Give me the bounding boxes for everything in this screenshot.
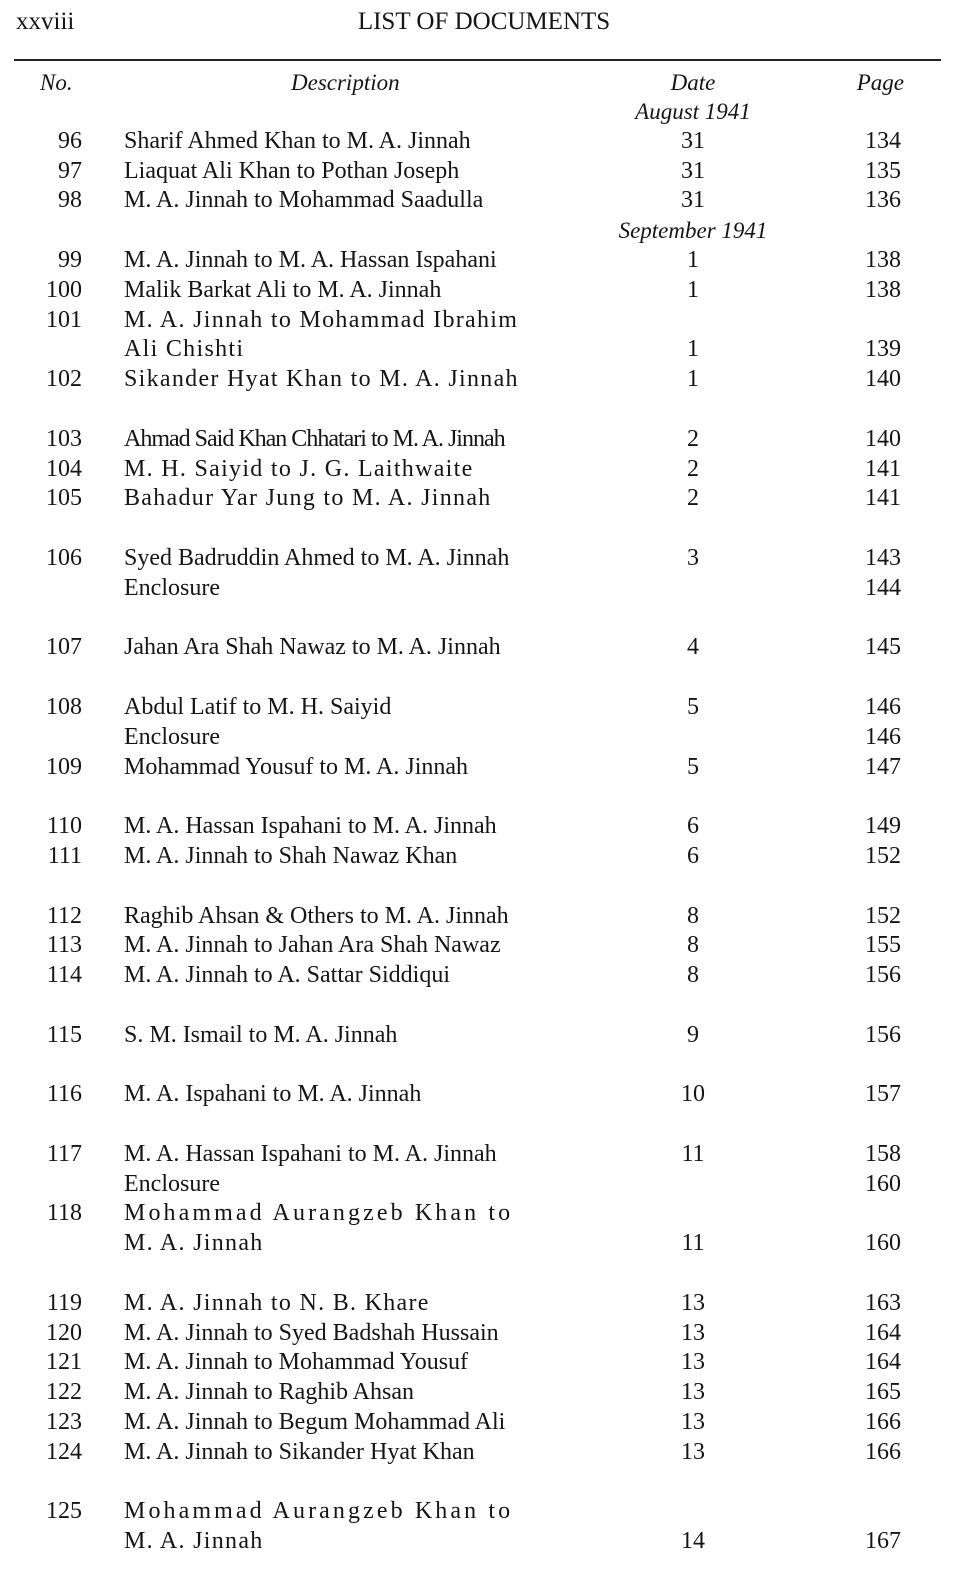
doc-page: 166 [865, 1409, 901, 1436]
spacer-row [0, 991, 968, 1021]
document-row [0, 425, 968, 455]
doc-date: 6 [687, 842, 699, 869]
doc-page: 160 [865, 1170, 901, 1197]
doc-description: Sikander Hyat Khan to M. A. Jinnah [124, 366, 519, 393]
doc-page: 163 [865, 1289, 901, 1316]
document-row [0, 335, 968, 365]
doc-page: 160 [865, 1230, 901, 1257]
spacer-row [0, 782, 968, 812]
document-row [0, 1497, 968, 1527]
month-heading [0, 216, 968, 246]
doc-number: 114 [46, 962, 82, 989]
doc-description: M. A. Jinnah to N. B. Khare [124, 1289, 430, 1316]
document-row [0, 723, 968, 753]
doc-description: M. A. Jinnah to Mohammad Ibrahim [124, 306, 519, 333]
doc-description: Enclosure [124, 1170, 220, 1197]
doc-description: M. A. Jinnah to M. A. Hassan Ispahani [124, 246, 497, 273]
doc-date: 31 [681, 187, 705, 214]
document-row [0, 484, 968, 514]
doc-page: 144 [865, 574, 901, 601]
doc-page: 140 [865, 366, 901, 393]
spacer-row [0, 1468, 968, 1498]
doc-page: 149 [865, 813, 901, 840]
doc-page: 165 [865, 1379, 901, 1406]
doc-date: 5 [687, 753, 699, 780]
doc-date: 2 [687, 455, 699, 482]
doc-page: 145 [865, 634, 901, 661]
doc-number: 112 [46, 902, 82, 929]
doc-number: 101 [46, 306, 82, 333]
doc-number: 96 [58, 127, 82, 154]
doc-number: 117 [46, 1140, 82, 1167]
doc-number: 122 [46, 1379, 82, 1406]
document-row [0, 902, 968, 932]
document-row [0, 931, 968, 961]
doc-date: 31 [681, 157, 705, 184]
doc-number: 111 [47, 842, 82, 869]
doc-date: 10 [681, 1081, 705, 1108]
page-header [0, 0, 968, 60]
doc-number: 106 [46, 544, 82, 571]
doc-date: 4 [687, 634, 699, 661]
document-row [0, 574, 968, 604]
doc-date: 1 [687, 276, 699, 303]
column-header-description: Description [291, 70, 400, 95]
document-row [0, 812, 968, 842]
header-rule [14, 59, 941, 61]
month-label: August 1941 [635, 99, 751, 124]
document-row [0, 1080, 968, 1110]
doc-date: 14 [681, 1528, 705, 1555]
doc-page: 136 [865, 187, 901, 214]
doc-page: 138 [865, 246, 901, 273]
month-label: September 1941 [618, 218, 768, 244]
doc-date: 11 [681, 1230, 705, 1257]
doc-number: 125 [46, 1498, 82, 1525]
doc-description: Mohammad Yousuf to M. A. Jinnah [124, 753, 469, 780]
doc-number: 124 [46, 1438, 82, 1465]
doc-date: 8 [687, 962, 699, 989]
doc-page: 141 [865, 455, 901, 482]
page-folio: xxviii [16, 8, 75, 35]
doc-page: 155 [865, 932, 901, 959]
document-row [0, 365, 968, 395]
document-row [0, 693, 968, 723]
doc-date: 2 [687, 425, 699, 452]
doc-number: 104 [46, 455, 82, 482]
doc-number: 120 [46, 1319, 82, 1346]
doc-page: 140 [865, 425, 901, 452]
doc-description: Liaquat Ali Khan to Pothan Joseph [124, 157, 460, 184]
doc-date: 8 [687, 902, 699, 929]
document-row [0, 157, 968, 187]
doc-description: M. A. Jinnah to Mohammad Yousuf [124, 1349, 469, 1376]
doc-description: Bahadur Yar Jung to M. A. Jinnah [124, 485, 492, 512]
doc-page: 141 [865, 485, 901, 512]
doc-description: M. H. Saiyid to J. G. Laithwaite [124, 455, 474, 482]
doc-date: 1 [687, 366, 699, 393]
doc-number: 113 [46, 932, 82, 959]
spacer-row [0, 1110, 968, 1140]
doc-page: 157 [865, 1081, 901, 1108]
doc-date: 1 [687, 336, 699, 363]
document-row [0, 1378, 968, 1408]
doc-date: 13 [681, 1289, 705, 1316]
doc-number: 105 [46, 485, 82, 512]
document-row [0, 455, 968, 485]
doc-page: 146 [865, 723, 901, 750]
doc-number: 110 [46, 813, 82, 840]
document-row [0, 961, 968, 991]
document-row [0, 1170, 968, 1200]
spacer-row [0, 395, 968, 425]
document-row [0, 544, 968, 574]
doc-date: 13 [681, 1379, 705, 1406]
doc-description: Syed Badruddin Ahmed to M. A. Jinnah [124, 544, 510, 571]
doc-description: M. A. Jinnah [124, 1230, 264, 1257]
document-row [0, 246, 968, 276]
doc-date: 13 [681, 1319, 705, 1346]
doc-date: 8 [687, 932, 699, 959]
doc-page: 167 [865, 1528, 901, 1555]
doc-number: 107 [46, 634, 82, 661]
document-row [0, 1527, 968, 1557]
document-row [0, 842, 968, 872]
documents-list [0, 97, 968, 1557]
doc-date: 2 [687, 485, 699, 512]
doc-page: 156 [865, 962, 901, 989]
doc-description: Enclosure [124, 723, 220, 750]
doc-description: M. A. Jinnah to Sikander Hyat Khan [124, 1438, 475, 1465]
doc-date: 31 [681, 127, 705, 154]
doc-page: 143 [865, 544, 901, 571]
doc-date: 5 [687, 693, 699, 720]
doc-page: 164 [865, 1349, 901, 1376]
doc-number: 116 [46, 1081, 82, 1108]
doc-page: 166 [865, 1438, 901, 1465]
doc-number: 102 [46, 366, 82, 393]
document-row [0, 1140, 968, 1170]
document-row [0, 1319, 968, 1349]
doc-description: M. A. Jinnah [124, 1528, 264, 1555]
doc-date: 13 [681, 1349, 705, 1376]
doc-description: Malik Barkat Ali to M. A. Jinnah [124, 276, 442, 303]
document-row [0, 306, 968, 336]
spacer-row [0, 1051, 968, 1081]
document-row [0, 1229, 968, 1259]
page-title: LIST OF DOCUMENTS [357, 8, 611, 35]
doc-description: M. A. Jinnah to Raghib Ahsan [124, 1379, 415, 1406]
doc-description: M. A. Jinnah to A. Sattar Siddiqui [124, 962, 451, 989]
doc-page: 146 [865, 693, 901, 720]
doc-number: 103 [46, 425, 82, 452]
spacer-row [0, 663, 968, 693]
doc-number: 108 [46, 693, 82, 720]
column-header-no: No. [40, 70, 73, 95]
doc-description: Jahan Ara Shah Nawaz to M. A. Jinnah [124, 634, 501, 661]
document-row [0, 276, 968, 306]
document-row [0, 127, 968, 157]
document-row [0, 1289, 968, 1319]
doc-description: M. A. Jinnah to Mohammad Saadulla [124, 187, 484, 214]
doc-page: 156 [865, 1021, 901, 1048]
doc-date: 3 [687, 544, 699, 571]
doc-number: 98 [58, 187, 82, 214]
doc-description: Enclosure [124, 574, 220, 601]
doc-description: Raghib Ahsan & Others to M. A. Jinnah [124, 902, 509, 929]
document-row [0, 1438, 968, 1468]
document-row [0, 186, 968, 216]
doc-date: 9 [687, 1021, 699, 1048]
doc-description: M. A. Ispahani to M. A. Jinnah [124, 1081, 422, 1108]
doc-number: 109 [46, 753, 82, 780]
doc-description: M. A. Hassan Ispahani to M. A. Jinnah [124, 1140, 497, 1167]
document-row [0, 753, 968, 783]
doc-description: M. A. Jinnah to Begum Mohammad Ali [124, 1409, 506, 1436]
doc-number: 97 [58, 157, 82, 184]
doc-page: 152 [865, 842, 901, 869]
doc-description: Abdul Latif to M. H. Saiyid [124, 693, 392, 720]
doc-page: 138 [865, 276, 901, 303]
doc-description: S. M. Ismail to M. A. Jinnah [124, 1021, 398, 1048]
document-row [0, 1021, 968, 1051]
doc-page: 164 [865, 1319, 901, 1346]
doc-number: 115 [46, 1021, 82, 1048]
doc-number: 99 [58, 246, 82, 273]
doc-number: 123 [46, 1409, 82, 1436]
doc-description: M. A. Jinnah to Jahan Ara Shah Nawaz [124, 932, 501, 959]
doc-description: Sharif Ahmed Khan to M. A. Jinnah [124, 127, 471, 154]
column-header-date: Date [670, 70, 716, 95]
doc-description: Mohammad Aurangzeb Khan to [124, 1498, 514, 1525]
doc-description: Ahmad Said Khan Chhatari to M. A. Jinnah [124, 425, 505, 452]
doc-date: 13 [681, 1438, 705, 1465]
doc-description: M. A. Jinnah to Syed Badshah Hussain [124, 1319, 499, 1346]
doc-number: 119 [46, 1289, 82, 1316]
doc-date: 1 [687, 246, 699, 273]
doc-page: 139 [865, 336, 901, 363]
doc-page: 158 [865, 1140, 901, 1167]
doc-description: M. A. Jinnah to Shah Nawaz Khan [124, 842, 458, 869]
document-row [0, 1408, 968, 1438]
doc-page: 152 [865, 902, 901, 929]
document-row [0, 1348, 968, 1378]
doc-number: 100 [46, 276, 82, 303]
month-heading [0, 97, 968, 127]
doc-number: 118 [46, 1200, 82, 1227]
document-row [0, 633, 968, 663]
doc-page: 134 [865, 127, 901, 154]
spacer-row [0, 1259, 968, 1289]
column-header-page: Page [856, 70, 904, 95]
doc-date: 11 [681, 1140, 705, 1167]
doc-description: M. A. Hassan Ispahani to M. A. Jinnah [124, 813, 497, 840]
doc-number: 121 [46, 1349, 82, 1376]
document-row [0, 1199, 968, 1229]
spacer-row [0, 514, 968, 544]
doc-description: Ali Chishti [124, 336, 245, 363]
doc-description: Mohammad Aurangzeb Khan to [124, 1200, 514, 1227]
doc-page: 147 [865, 753, 901, 780]
doc-date: 6 [687, 813, 699, 840]
spacer-row [0, 872, 968, 902]
spacer-row [0, 604, 968, 634]
doc-date: 13 [681, 1409, 705, 1436]
doc-page: 135 [865, 157, 901, 184]
